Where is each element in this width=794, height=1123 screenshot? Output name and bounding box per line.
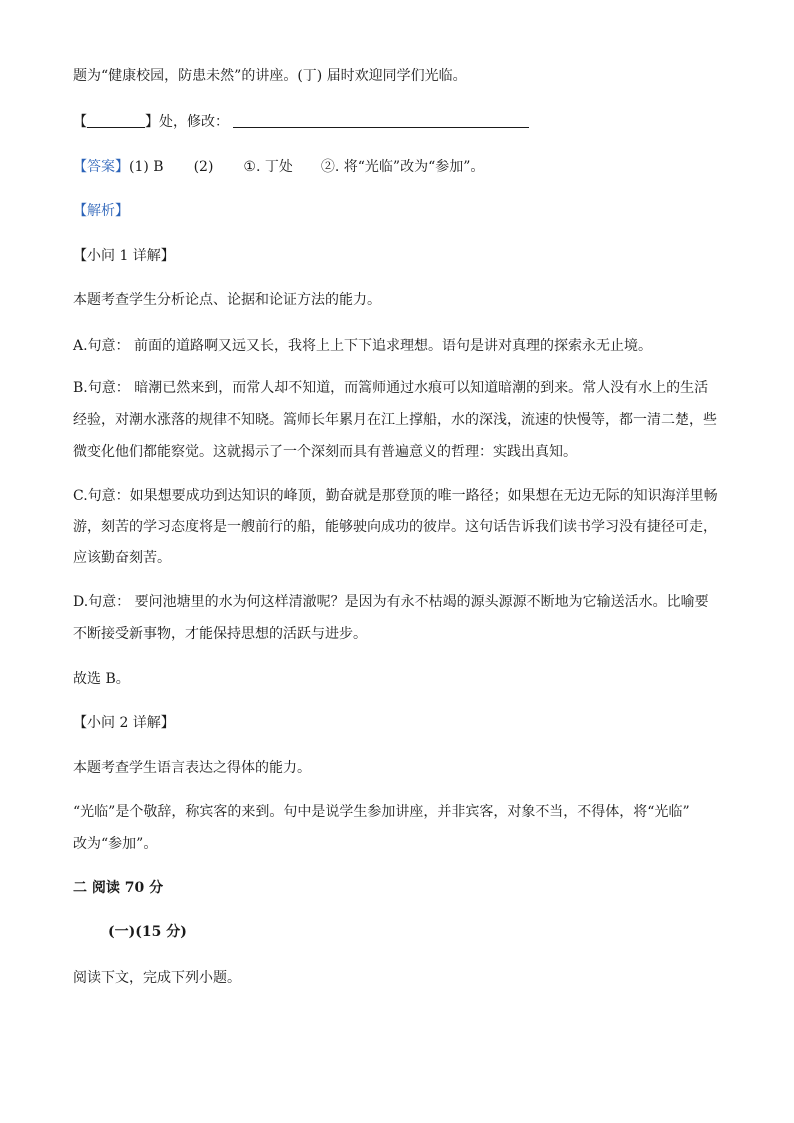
answer-part-1: (1) B xyxy=(129,159,164,175)
section-heading: 二 阅读 70 分 xyxy=(73,880,164,896)
subquestion-2-heading: 【小问 2 详解】 xyxy=(73,715,175,731)
answer-tag: 【答案】 xyxy=(73,159,129,175)
option-c-line-3: 应该勤奋刻苦。 xyxy=(73,550,171,566)
blank-underline xyxy=(87,113,145,128)
option-b-line-1: B.句意： 暗潮已然来到，而常人却不知道，而篙师通过水痕可以知道暗潮的到来。常人没有水上的生活 xyxy=(73,380,709,396)
option-c-line-1: C.句意：如果想要成功到达知识的峰顶，勤奋就是那登顶的唯一路径；如果想在无边无际的知识海洋里畅 xyxy=(73,488,718,504)
option-b-line-2: 经验，对潮水涨落的规律不知晓。篙师长年累月在江上撑船，水的深浅，流速的快慢等，都一清二楚，些 xyxy=(73,412,717,428)
answer-line xyxy=(73,157,484,177)
bracket-close-label: 】处，修改： xyxy=(145,114,229,130)
long-blank-underline xyxy=(233,113,529,128)
subquestion-1-heading: 【小问 1 详解】 xyxy=(73,248,175,264)
option-d-line-2: 不断接受新事物，才能保持思想的活跃与进步。 xyxy=(73,626,367,642)
option-d-line-1: D.句意： 要问池塘里的水为何这样清澈呢？是因为有永不枯竭的源头源源不断地为它输送活水。比喻要 xyxy=(73,594,709,610)
analysis-heading: 【解析】 xyxy=(73,203,129,219)
text-line: 本题考查学生语言表达之得体的能力。 xyxy=(73,760,311,776)
bracket-open: 【 xyxy=(73,114,87,130)
explanation-line-1: “光临”是个敬辞，称宾客的来到。句中是说学生参加讲座，并非宾客，对象不当，不得体，将“光临” xyxy=(73,804,690,820)
explanation-line-2: 改为“参加”。 xyxy=(73,836,158,852)
answer-part-4: ②. 将“光临”改为“参加”。 xyxy=(320,159,485,175)
fill-in-line xyxy=(73,112,529,132)
text-line: 题为“健康校园，防患未然”的讲座。(丁) 届时欢迎同学们光临。 xyxy=(73,68,467,84)
subsection-heading: (一)(15 分) xyxy=(108,924,187,940)
choice-result: 故选 B。 xyxy=(73,671,130,687)
option-c-line-2: 游，刻苦的学习态度将是一艘前行的船，能够驶向成功的彼岸。这句话告诉我们读书学习没有捷径可走， xyxy=(73,519,717,535)
instruction-line: 阅读下文，完成下列小题。 xyxy=(73,970,241,986)
answer-part-3: ①. 丁处 xyxy=(243,159,293,175)
answer-part-2: (2) xyxy=(193,159,214,175)
text-line: 本题考查学生分析论点、论据和论证方法的能力。 xyxy=(73,292,381,308)
option-b-line-3: 微变化他们都能察觉。这就揭示了一个深刻而具有普遍意义的哲理：实践出真知。 xyxy=(73,444,577,460)
option-a: A.句意： 前面的道路啊又远又长，我将上上下下追求理想。语句是讲对真理的探索永无止境。 xyxy=(73,338,653,354)
